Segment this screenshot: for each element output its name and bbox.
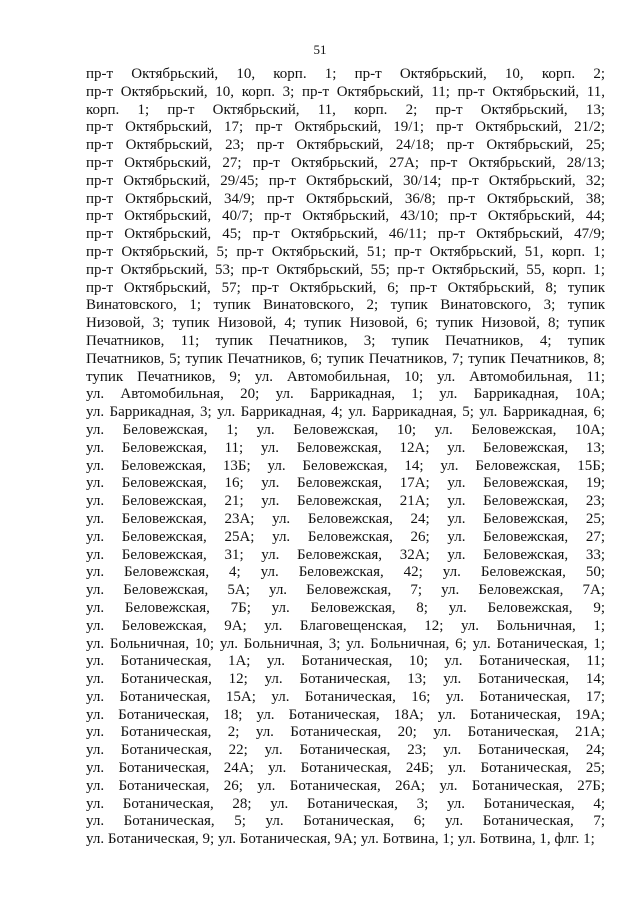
text-line: ул. Ботаническая, 2; ул. Ботаническая, 20; ул. Ботаническая, 21А; — [86, 724, 605, 741]
text-line: пр-т Октябрьский, 17; пр-т Октябрьский, 19/1; пр-т Октябрьский, 21/2; — [86, 119, 605, 136]
text-line: ул. Беловежская, 16; ул. Беловежская, 17А; ул. Беловежская, 19; — [86, 475, 605, 492]
text-line: ул. Беловежская, 13Б; ул. Беловежская, 14; ул. Беловежская, 15Б; — [86, 457, 605, 474]
text-line: пр-т Октябрьский, 27; пр-т Октябрьский, 27А; пр-т Октябрьский, 28/13; — [86, 154, 605, 171]
text-line: пр-т Октябрьский, 10, корп. 1; пр-т Октябрьский, 10, корп. 2; — [86, 66, 605, 82]
text-line: ул. Ботаническая, 28; ул. Ботаническая, 3; ул. Ботаническая, 4; — [86, 795, 605, 812]
text-line: ул. Ботаническая, 18; ул. Ботаническая, 18А; ул. Ботаническая, 19А; — [86, 706, 605, 723]
text-line: Печатников, 11; тупик Печатников, 3; тупик Печатников, 4; тупик — [86, 332, 605, 349]
text-line: ул. Ботаническая, 1А; ул. Ботаническая, 10; ул. Ботаническая, 11; — [86, 653, 605, 670]
text-line: ул. Беловежская, 1; ул. Беловежская, 10; ул. Беловежская, 10А; — [86, 421, 605, 438]
text-line: пр-т Октябрьский, 34/9; пр-т Октябрьский, 36/8; пр-т Октябрьский, 38; — [86, 190, 605, 207]
text-line: ул. Беловежская, 21; ул. Беловежская, 21А; ул. Беловежская, 23; — [86, 493, 605, 510]
text-line: ул. Беловежская, 23А; ул. Беловежская, 24; ул. Беловежская, 25; — [86, 510, 605, 527]
text-line: ул. Ботаническая, 9; ул. Ботаническая, 9А; ул. Ботвина, 1; ул. Ботвина, 1, флг. 1; — [86, 831, 595, 848]
page-number: 51 — [313, 42, 327, 57]
text-line: ул. Беловежская, 9А; ул. Благовещенская, 12; ул. Больничная, 1; — [86, 617, 605, 634]
text-line: корп. 1; пр-т Октябрьский, 11, корп. 2; пр-т Октябрьский, 13; — [86, 101, 605, 118]
text-line: Низовой, 3; тупик Низовой, 4; тупик Низовой, 6; тупик Низовой, 8; тупик — [86, 315, 605, 332]
text-line: ул. Беловежская, 31; ул. Беловежская, 32А; ул. Беловежская, 33; — [86, 546, 605, 563]
text-line: ул. Ботаническая, 15А; ул. Ботаническая, 16; ул. Ботаническая, 17; — [86, 688, 605, 705]
text-line: ул. Беловежская, 11; ул. Беловежская, 12А; ул. Беловежская, 13; — [86, 439, 605, 456]
text-line: ул. Ботаническая, 22; ул. Ботаническая, 23; ул. Ботаническая, 24; — [86, 742, 605, 759]
text-line: ул. Баррикадная, 3; ул. Баррикадная, 4; ул. Баррикадная, 5; ул. Баррикадная, 6; — [86, 404, 605, 421]
text-line: ул. Беловежская, 7Б; ул. Беловежская, 8; ул. Беловежская, 9; — [86, 599, 605, 616]
text-line: ул. Ботаническая, 5; ул. Ботаническая, 6; ул. Ботаническая, 7; — [86, 813, 605, 830]
text-line: пр-т Октябрьский, 29/45; пр-т Октябрьский, 30/14; пр-т Октябрьский, 32; — [86, 172, 605, 189]
text-line: пр-т Октябрьский, 5; пр-т Октябрьский, 51; пр-т Октябрьский, 51, корп. 1; — [86, 243, 605, 260]
text-line: ул. Больничная, 10; ул. Больничная, 3; ул. Больничная, 6; ул. Ботаническая, 1; — [86, 635, 605, 652]
text-line: пр-т Октябрьский, 57; пр-т Октябрьский, 6; пр-т Октябрьский, 8; тупик — [86, 279, 605, 296]
text-line: ул. Ботаническая, 26; ул. Ботаническая, 26А; ул. Ботаническая, 27Б; — [86, 777, 605, 794]
text-line: ул. Беловежская, 4; ул. Беловежская, 42; ул. Беловежская, 50; — [86, 564, 605, 581]
text-line: тупик Печатников, 9; ул. Автомобильная, 10; ул. Автомобильная, 11; — [86, 368, 605, 385]
text-line: ул. Ботаническая, 24А; ул. Ботаническая, 24Б; ул. Ботаническая, 25; — [86, 760, 605, 777]
text-line: Печатников, 5; тупик Печатников, 6; тупик Печатников, 7; тупик Печатников, 8; — [86, 350, 605, 367]
text-line: ул. Беловежская, 5А; ул. Беловежская, 7; ул. Беловежская, 7А; — [86, 582, 605, 599]
text-line: ул. Ботаническая, 12; ул. Ботаническая, 13; ул. Ботаническая, 14; — [86, 671, 605, 688]
text-line: пр-т Октябрьский, 53; пр-т Октябрьский, 55; пр-т Октябрьский, 55, корп. 1; — [86, 261, 605, 278]
text-line: ул. Беловежская, 25А; ул. Беловежская, 26; ул. Беловежская, 27; — [86, 528, 605, 545]
text-line: пр-т Октябрьский, 10, корп. 3; пр-т Октябрьский, 11; пр-т Октябрьский, 11, — [86, 83, 605, 100]
text-line: пр-т Октябрьский, 23; пр-т Октябрьский, 24/18; пр-т Октябрьский, 25; — [86, 137, 605, 154]
text-line: ул. Автомобильная, 20; ул. Баррикадная, 1; ул. Баррикадная, 10А; — [86, 386, 605, 403]
text-line: пр-т Октябрьский, 45; пр-т Октябрьский, 46/11; пр-т Октябрьский, 47/9; — [86, 226, 605, 243]
text-line: Винатовского, 1; тупик Винатовского, 2; тупик Винатовского, 3; тупик — [86, 297, 605, 314]
text-line: пр-т Октябрьский, 40/7; пр-т Октябрьский, 43/10; пр-т Октябрьский, 44; — [86, 208, 605, 225]
address-list-text — [86, 66, 605, 849]
